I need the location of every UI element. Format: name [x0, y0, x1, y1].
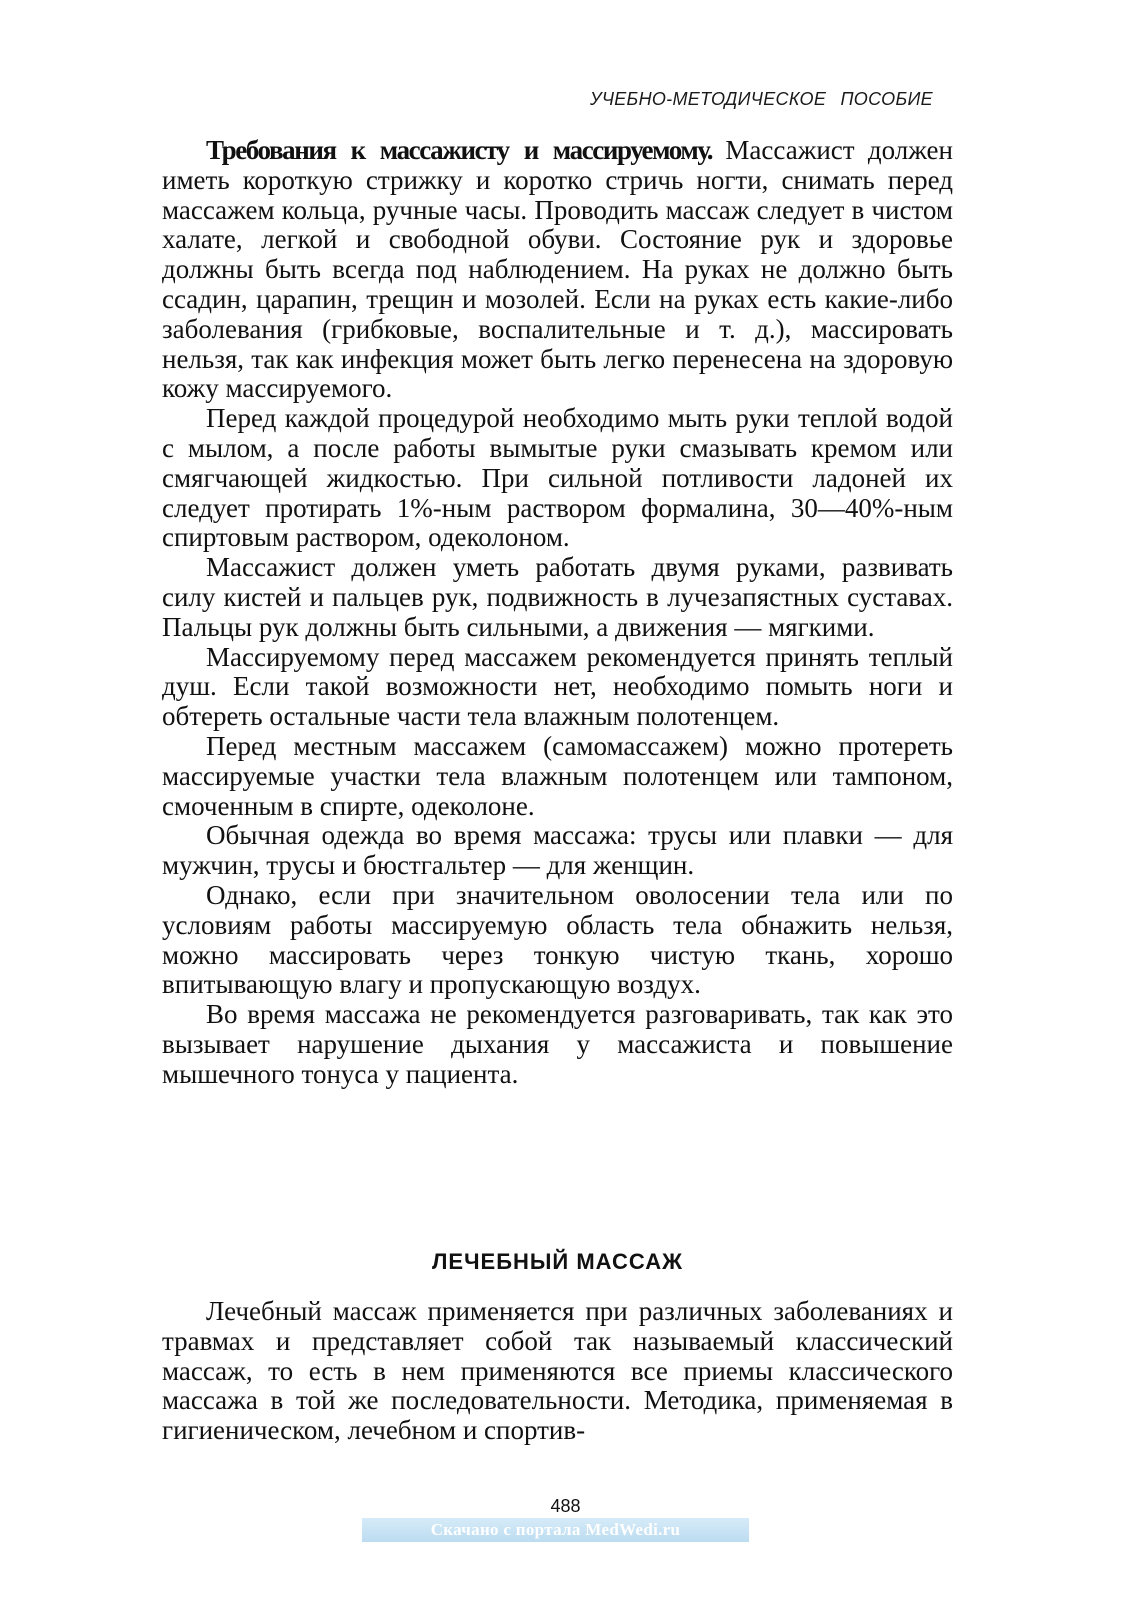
paragraph: Массажист должен уметь работать двумя руками, развивать силу кистей и пальцев рук, подвижность в лучезапястных суставах. Пальцы рук должны быть сильными, а движения — мягкими. — [162, 552, 953, 642]
paragraph-text: Массажист должен иметь короткую стрижку и коротко стричь ногти, снимать перед массажем кольца, ручные часы. Проводить массаж следует в чистом халате, легкой и свободной обуви. Состояние рук и здоровье должны быть всегда под наблюдением. На руках не должно быть ссадин, царапин, трещин и мозолей. Если на руках есть какие-либо заболевания (грибковые, воспалительные и т. д.), массировать нельзя, так как инфекция может быть легко перенесена на здоровую кожу массируемого. — [162, 135, 953, 404]
page-number: 488 — [550, 1496, 581, 1516]
paragraph — [162, 136, 953, 404]
running-header: УЧЕБНО-МЕТОДИЧЕСКОЕ ПОСОБИЕ — [590, 89, 933, 109]
paragraph: Лечебный массаж применяется при различных заболеваниях и травмах и представляет собой так называемый классический массаж, то есть в нем применяются все приемы классического массажа в той же последовательности. Методика, применяемая в гигиеническом, лечебном и спортив- — [162, 1296, 953, 1446]
paragraph: Однако, если при значительном оволосении тела или по условиям работы массируемую область тела обнажить нельзя, можно массировать через тонкую чистую ткань, хорошо впитывающую влагу и пропускающую воздух. — [162, 879, 953, 1000]
paragraph: Перед местным массажем (самомассажем) можно протереть массируемые участки тела влажным полотенцем или тампоном, смоченным в спирте, одеколоне. — [162, 730, 953, 821]
download-watermark: Скачано с портала MedWedi.ru — [362, 1518, 749, 1542]
paragraph: Перед каждой процедурой необходимо мыть руки теплой водой с мылом, а после работы вымытые руки смазывать кремом или смягчающей жидкостью. При сильной потливости ладоней их следует протирать 1%-ным раствором формалина, 30—40%-ным спиртовым раствором, одеколоном. — [162, 403, 953, 553]
paragraph-lead-heading: Требования к массажисту и массируемому. — [206, 135, 713, 165]
paragraph: Обычная одежда во время массажа: трусы или плавки — для мужчин, трусы и бюстгальтер — для женщин. — [162, 820, 953, 881]
section-requirements — [162, 136, 953, 1090]
paragraph: Во время массажа не рекомендуется разговаривать, так как это вызывает нарушение дыхания у массажиста и повышение мышечного тонуса у пациента. — [162, 999, 953, 1089]
section-heading: ЛЕЧЕБНЫЙ МАССАЖ — [431, 1249, 684, 1274]
paragraph: Массируемому перед массажем рекомендуется принять теплый душ. Если такой возможности нет, необходимо помыть ноги и обтереть остальные части тела влажным полотенцем. — [162, 641, 953, 732]
section-therapeutic-massage — [162, 1297, 953, 1446]
